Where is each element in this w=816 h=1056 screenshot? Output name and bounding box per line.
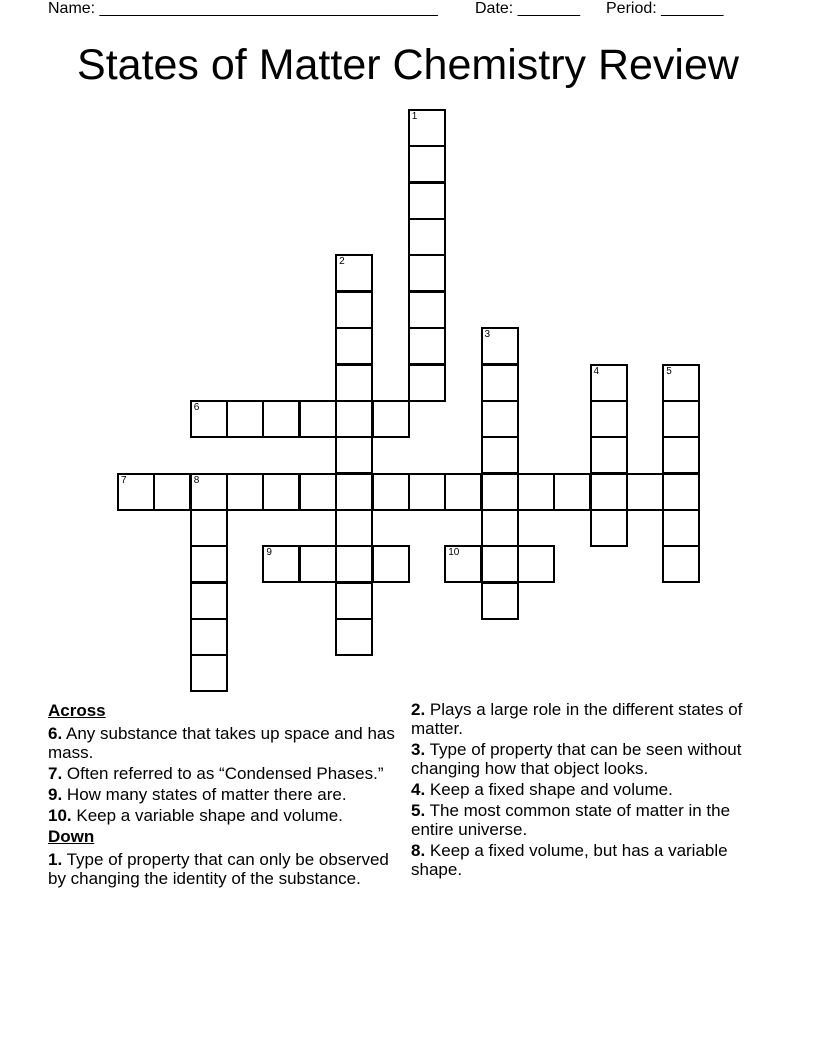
crossword-cell[interactable] xyxy=(190,582,228,620)
crossword-cell[interactable] xyxy=(481,473,519,511)
crossword-cell[interactable] xyxy=(662,473,700,511)
crossword-cell[interactable] xyxy=(590,509,628,547)
crossword-cell[interactable] xyxy=(335,509,373,547)
clue-number-label: 7 xyxy=(121,474,127,486)
clue-number-label: 5 xyxy=(666,365,672,377)
crossword-cell[interactable] xyxy=(335,364,373,402)
crossword-cell[interactable] xyxy=(408,109,446,147)
clue-across-7 xyxy=(48,764,398,783)
crossword-cell[interactable] xyxy=(590,473,628,511)
crossword-cell[interactable] xyxy=(408,473,446,511)
crossword-cell[interactable] xyxy=(553,473,591,511)
crossword-cell[interactable] xyxy=(262,545,300,583)
clue-across-9 xyxy=(48,785,398,804)
crossword-cell[interactable] xyxy=(481,582,519,620)
clue-number-label: 2 xyxy=(339,256,345,268)
crossword-cell[interactable] xyxy=(335,254,373,292)
clue-number: 8. xyxy=(411,841,426,860)
crossword-cell[interactable] xyxy=(408,145,446,183)
crossword-cell[interactable] xyxy=(408,327,446,365)
down-heading: Down xyxy=(48,827,95,846)
crossword-cell[interactable] xyxy=(117,473,155,511)
crossword-cell[interactable] xyxy=(408,364,446,402)
page-title: States of Matter Chemistry Review xyxy=(77,41,739,89)
crossword-cell[interactable] xyxy=(481,545,519,583)
clue-text: Type of property that can only be observed by changing the identity of the substance. xyxy=(48,850,389,888)
crossword-cell[interactable] xyxy=(662,400,700,438)
crossword-cell[interactable] xyxy=(335,545,373,583)
crossword-cell[interactable] xyxy=(662,436,700,474)
crossword-cell[interactable] xyxy=(408,254,446,292)
crossword-cell[interactable] xyxy=(226,400,264,438)
clue-text: Plays a large role in the different states of matter. xyxy=(411,700,743,738)
clue-text: Keep a variable shape and volume. xyxy=(76,806,343,825)
crossword-cell[interactable] xyxy=(408,218,446,256)
crossword-cell[interactable] xyxy=(590,364,628,402)
crossword-cell[interactable] xyxy=(481,400,519,438)
crossword-cell[interactable] xyxy=(590,400,628,438)
clue-number-label: 1 xyxy=(411,111,418,122)
clue-number-label: 6 xyxy=(193,401,200,413)
crossword-cell[interactable] xyxy=(626,473,664,511)
crossword-cell[interactable] xyxy=(335,473,373,511)
clue-number-label: 9 xyxy=(266,547,272,559)
clue-number: 7. xyxy=(48,764,63,783)
clue-text: Often referred to as “Condensed Phases.” xyxy=(66,764,384,783)
clue-text: Keep a fixed volume, but has a variable shape. xyxy=(411,841,728,879)
crossword-cell[interactable] xyxy=(335,436,373,474)
clue-text: Any substance that takes up space and has mass. xyxy=(48,724,395,762)
crossword-cell[interactable] xyxy=(517,545,555,583)
crossword-cell[interactable] xyxy=(299,473,337,511)
clue-number-label: 4 xyxy=(593,365,600,377)
clue-number: 3. xyxy=(411,740,426,759)
crossword-cell[interactable] xyxy=(335,327,373,365)
period-field[interactable]: Period: _______ xyxy=(606,0,724,17)
clue-down-2 xyxy=(411,700,771,738)
crossword-cell[interactable] xyxy=(444,473,482,511)
clue-across-6 xyxy=(48,724,398,762)
crossword-cell[interactable] xyxy=(517,473,555,511)
clue-down-4 xyxy=(411,780,771,799)
crossword-cell[interactable] xyxy=(190,545,228,583)
crossword-cell[interactable] xyxy=(481,327,519,365)
crossword-cell[interactable] xyxy=(444,545,482,583)
clue-number: 4. xyxy=(411,780,426,799)
crossword-cell[interactable] xyxy=(262,400,300,438)
crossword-cell[interactable] xyxy=(408,291,446,329)
crossword-cell[interactable] xyxy=(481,509,519,547)
crossword-cell[interactable] xyxy=(481,364,519,402)
clue-number: 1. xyxy=(48,850,63,869)
clue-number-label: 10 xyxy=(448,547,460,559)
crossword-cell[interactable] xyxy=(190,618,228,656)
clue-number: 2. xyxy=(411,700,426,719)
clue-down-3 xyxy=(411,740,771,778)
crossword-cell[interactable] xyxy=(662,509,700,547)
crossword-cell[interactable] xyxy=(190,473,228,511)
crossword-cell[interactable] xyxy=(335,618,373,656)
crossword-cell[interactable] xyxy=(153,473,191,511)
clue-text: How many states of matter there are. xyxy=(66,785,347,804)
clue-text: Keep a fixed shape and volume. xyxy=(429,780,673,799)
clues-right-column xyxy=(411,700,771,881)
crossword-cell[interactable] xyxy=(190,509,228,547)
crossword-cell[interactable] xyxy=(226,473,264,511)
clue-down-1 xyxy=(48,850,398,888)
crossword-cell[interactable] xyxy=(335,400,373,438)
clue-number: 6. xyxy=(48,724,63,743)
name-field[interactable]: Name: ______________________________________ xyxy=(48,0,438,17)
clues-left-column xyxy=(48,700,398,890)
crossword-cell[interactable] xyxy=(299,545,337,583)
crossword-cell[interactable] xyxy=(190,400,228,438)
crossword-cell[interactable] xyxy=(335,291,373,329)
clue-number-label: 8 xyxy=(193,474,200,486)
clue-across-10 xyxy=(48,806,398,825)
clue-down-8 xyxy=(411,841,771,879)
clue-number-label: 3 xyxy=(484,329,491,341)
crossword-cell[interactable] xyxy=(662,364,700,402)
clue-number: 9. xyxy=(48,785,63,804)
clue-down-5 xyxy=(411,801,771,839)
across-heading: Across xyxy=(48,701,106,720)
crossword-cell[interactable] xyxy=(299,400,337,438)
crossword-cell[interactable] xyxy=(372,400,410,438)
clue-text: The most common state of matter in the entire universe. xyxy=(411,801,731,839)
clue-text: Type of property that can be seen without changing how that object looks. xyxy=(411,740,742,778)
clue-number: 5. xyxy=(411,801,426,820)
crossword-cell[interactable] xyxy=(662,545,700,583)
crossword-cell[interactable] xyxy=(590,436,628,474)
crossword-cell[interactable] xyxy=(481,436,519,474)
crossword-cell[interactable] xyxy=(408,182,446,220)
date-field[interactable]: Date: _______ xyxy=(475,0,580,17)
clue-number: 10. xyxy=(48,806,72,825)
crossword-cell[interactable] xyxy=(372,545,410,583)
crossword-cell[interactable] xyxy=(262,473,300,511)
crossword-cell[interactable] xyxy=(335,582,373,620)
crossword-cell[interactable] xyxy=(190,654,228,692)
crossword-cell[interactable] xyxy=(372,473,410,511)
